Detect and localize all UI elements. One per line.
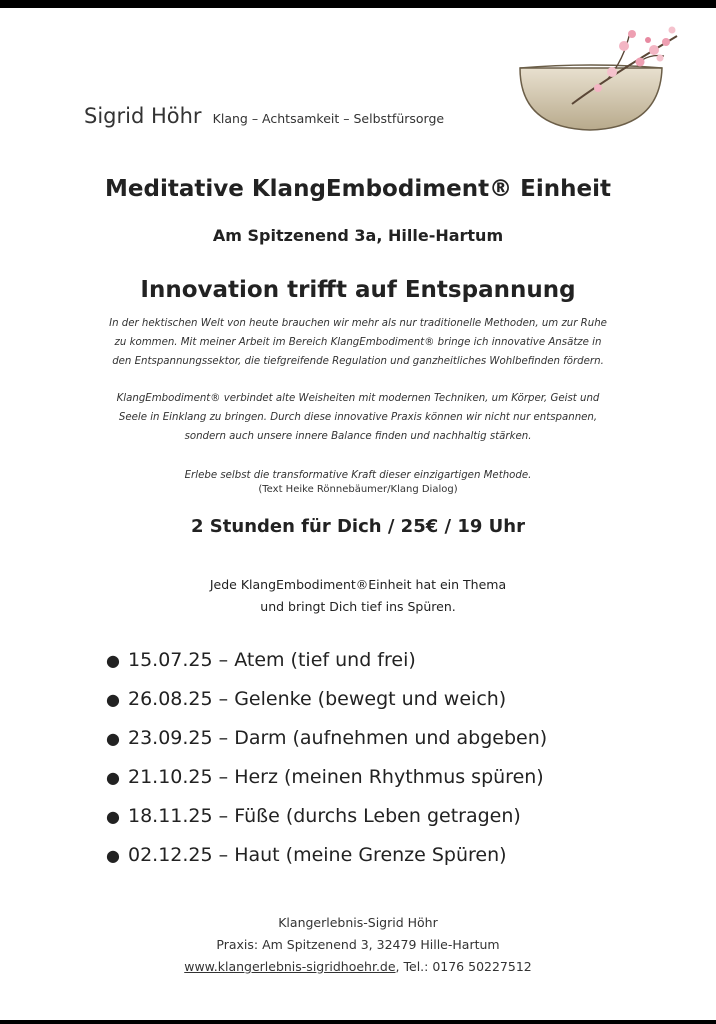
bullet-icon: ●	[106, 768, 120, 787]
session-date: 26.08.25	[128, 688, 213, 710]
session-topic: Herz (meinen Rhythmus spüren)	[234, 766, 544, 788]
description-paragraph-3: Erlebe selbst die transformative Kraft dieser einzigartigen Methode.	[184, 470, 532, 481]
session-date: 23.09.25	[128, 727, 213, 749]
bullet-icon: ●	[106, 846, 120, 865]
list-item: ● 26.08.25 – Gelenke (bewegt und weich)	[106, 680, 547, 719]
text-line: In der hektischen Welt von heute brauchen wir mehr als nur traditionelle Methoden, um zur Ruhe	[109, 318, 607, 329]
date-list	[106, 641, 547, 875]
footer-org: Klangerlebnis-Sigrid Höhr	[278, 915, 438, 930]
bullet-icon: ●	[106, 729, 120, 748]
list-item: ● 21.10.25 – Herz (meinen Rhythmus spüren)	[106, 758, 547, 797]
list-item: ● 18.11.25 – Füße (durchs Leben getragen)	[106, 797, 547, 836]
session-date: 02.12.25	[128, 844, 213, 866]
pricing-info: 2 Stunden für Dich / 25€ / 19 Uhr	[191, 516, 525, 537]
session-date: 21.10.25	[128, 766, 213, 788]
session-topic: Gelenke (bewegt und weich)	[234, 688, 507, 710]
bottom-border	[0, 1020, 716, 1024]
theme-line: und bringt Dich tief ins Spüren.	[260, 599, 456, 614]
list-item: ● 02.12.25 – Haut (meine Grenze Spüren)	[106, 836, 547, 875]
text-line: den Entspannungssektor, die tiefgreifende Regulation und ganzheitliches Wohlbefinden fördern.	[112, 356, 604, 367]
bullet-icon: ●	[106, 807, 120, 826]
description-paragraph-1	[0, 314, 716, 371]
event-title: Meditative KlangEmbodiment® Einheit	[105, 176, 611, 202]
list-item: ● 23.09.25 – Darm (aufnehmen und abgeben)	[106, 719, 547, 758]
text-line: sondern auch unsere innere Balance finden und nachhaltig stärken.	[184, 431, 532, 442]
theme-line: Jede KlangEmbodiment®Einheit hat ein Thema	[209, 577, 507, 592]
event-location: Am Spitzenend 3a, Hille-Hartum	[212, 226, 504, 245]
text-credit: (Text Heike Rönnebäumer/Klang Dialog)	[258, 484, 458, 495]
singing-bowl-icon	[512, 16, 682, 134]
theme-intro	[0, 574, 716, 618]
footer-address: Praxis: Am Spitzenend 3, 32479 Hille-Hartum	[216, 937, 500, 952]
footer-contact	[0, 956, 716, 978]
session-topic: Atem (tief und frei)	[234, 649, 416, 671]
session-date: 15.07.25	[128, 649, 213, 671]
author-name: Sigrid Höhr	[84, 104, 202, 128]
tagline: Klang – Achtsamkeit – Selbstfürsorge	[212, 111, 445, 126]
session-topic: Darm (aufnehmen und abgeben)	[234, 727, 548, 749]
session-date: 18.11.25	[128, 805, 213, 827]
text-line: Seele in Einklang zu bringen. Durch diese innovative Praxis können wir nicht nur entspannen,	[118, 412, 598, 423]
website-link[interactable]: www.klangerlebnis-sigridhoehr.de	[184, 959, 396, 974]
text-line: KlangEmbodiment® verbindet alte Weisheiten mit modernen Techniken, um Körper, Geist und	[116, 393, 600, 404]
bullet-icon: ●	[106, 690, 120, 709]
description-paragraph-2	[0, 389, 716, 446]
text-line: zu kommen. Mit meiner Arbeit im Bereich KlangEmbodiment® bringe ich innovative Ansätze in	[114, 337, 602, 348]
bullet-icon: ●	[106, 651, 120, 670]
list-item: ● 15.07.25 – Atem (tief und frei)	[106, 641, 547, 680]
phone-number: , Tel.: 0176 50227512	[395, 959, 532, 974]
session-topic: Haut (meine Grenze Spüren)	[234, 844, 507, 866]
footer	[0, 912, 716, 978]
header	[84, 104, 444, 128]
session-topic: Füße (durchs Leben getragen)	[234, 805, 521, 827]
event-subtitle: Innovation trifft auf Entspannung	[140, 277, 576, 303]
